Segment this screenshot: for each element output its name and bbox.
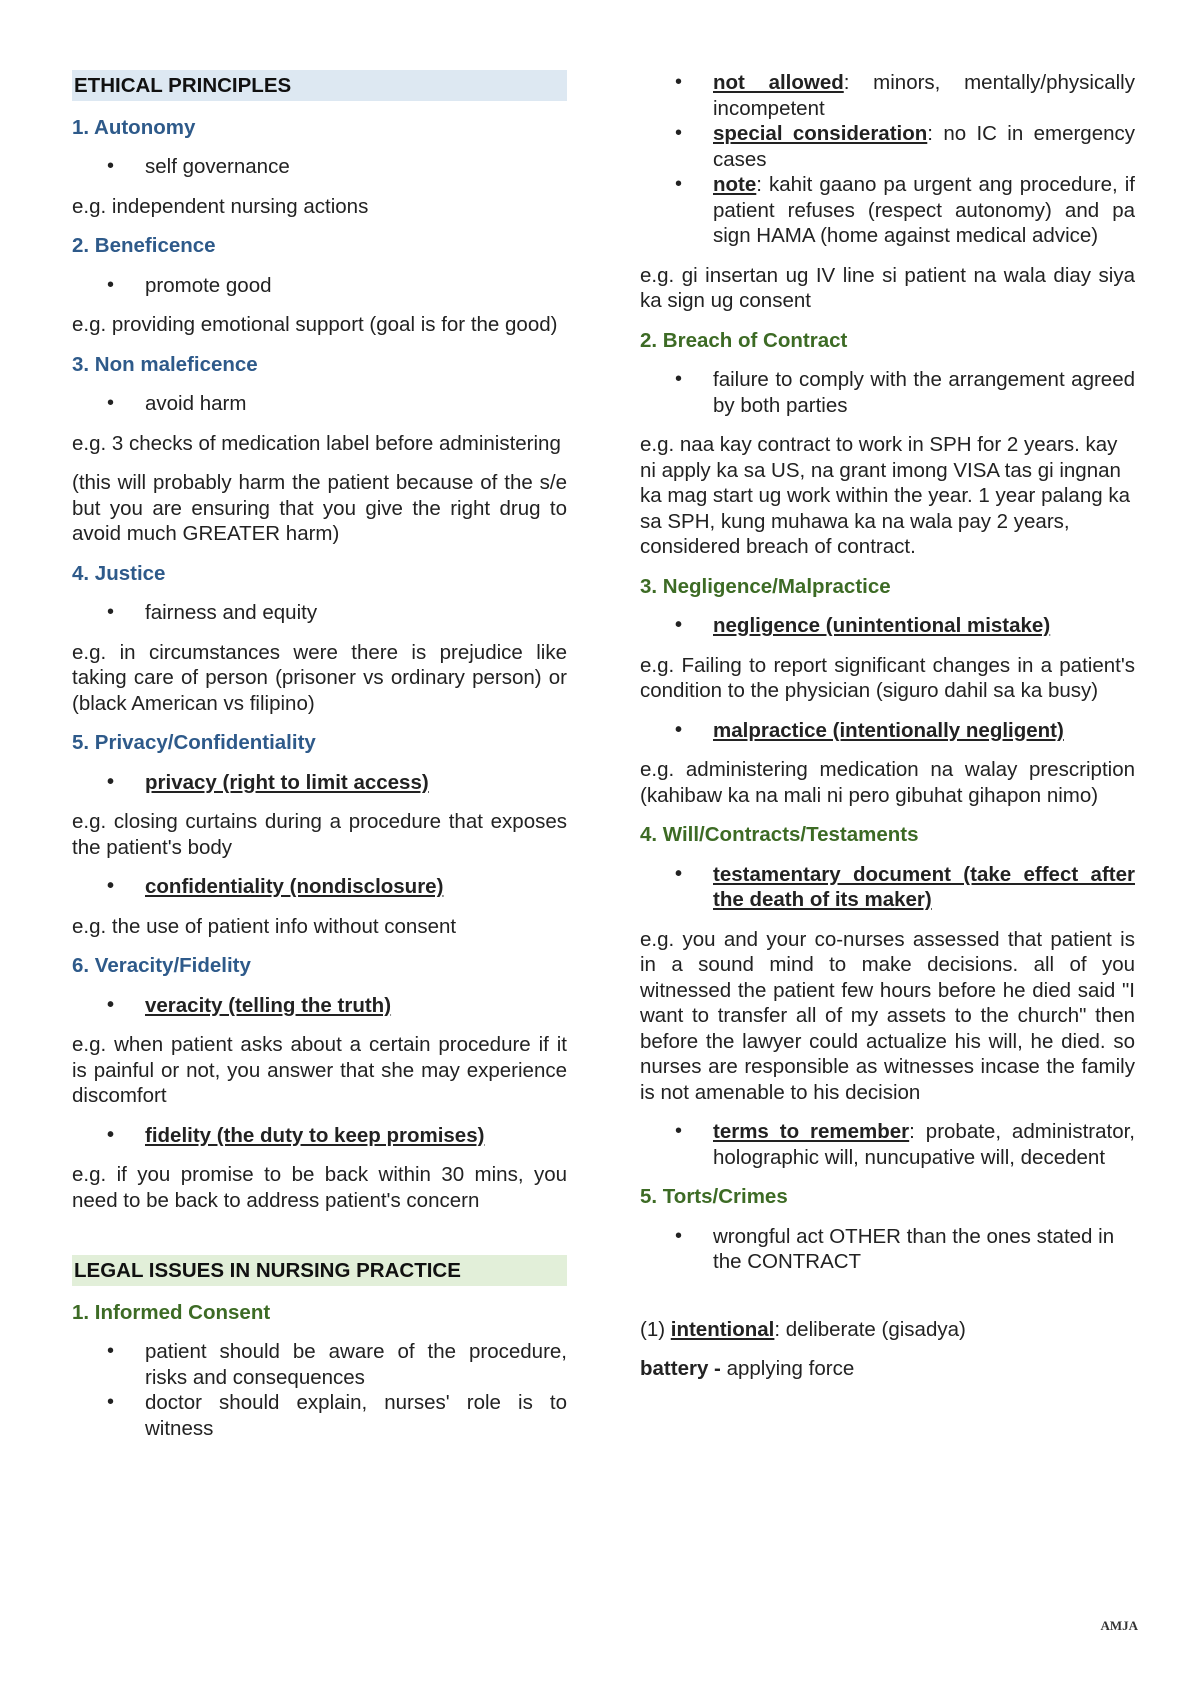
list-torts [640,1224,1135,1275]
list-malpractice [640,718,1135,744]
term-label: special consideration [713,122,928,145]
example-autonomy: e.g. independent nursing actions [72,194,369,218]
list-autonomy [72,154,567,180]
list-item [640,172,1135,249]
list-item: • fairness and equity [72,600,567,626]
section-title-ethical: ETHICAL PRINCIPLES [72,70,567,101]
list-item: • self governance [72,154,567,180]
battery-label: battery - [640,1357,721,1380]
list-item: • avoid harm [72,391,567,417]
list-item: • testamentary document (take effect after the death of its maker) [640,862,1135,913]
list-item: • negligence (unintentional mistake) [640,613,1135,639]
heading-justice: 4. Justice [72,561,166,585]
term-text: : minors, mentally/physically incompetent [713,71,1135,120]
example-consent: e.g. gi insertan ug IV line si patient na wala diay siya ka sign ug consent [640,263,1135,312]
example-veracity: e.g. when patient asks about a certain procedure if it is painful or not, you answer that she may experience discomfort [72,1033,567,1107]
example-confidentiality: e.g. the use of patient info without consent [72,914,457,938]
list-item: • wrongful act OTHER than the ones stated in the CONTRACT [640,1224,1135,1275]
heading-autonomy: 1. Autonomy [72,115,196,139]
list-item: • malpractice (intentionally negligent) [640,718,1135,744]
list-privacy [72,770,567,796]
list-fidelity [72,1123,567,1149]
section-title-legal: LEGAL ISSUES IN NURSING PRACTICE [72,1255,567,1286]
list-item: • patient should be aware of the procedure, risks and consequences [72,1339,567,1390]
right-column [640,70,1135,1396]
example-nonmaleficence: e.g. 3 checks of medication label before administering [72,431,561,455]
term-text: : no IC in emergency cases [713,122,1136,171]
list-item: • fidelity (the duty to keep promises) [72,1123,567,1149]
list-confidentiality [72,874,567,900]
list-veracity [72,993,567,1019]
heading-nonmaleficence: 3. Non maleficence [72,352,258,376]
example-privacy: e.g. closing curtains during a procedure that exposes the patient's body [72,810,567,859]
heading-consent: 1. Informed Consent [72,1300,271,1324]
footer-initials: AMJA [1100,1618,1138,1633]
list-beneficence [72,273,567,299]
example-fidelity: e.g. if you promise to be back within 30 mins, you need to be back to address patient's concern [72,1163,567,1212]
heading-negligence: 3. Negligence/Malpractice [640,574,891,598]
list-negligence [640,613,1135,639]
list-justice [72,600,567,626]
note-nonmaleficence: (this will probably harm the patient because of the s/e but you are ensuring that you give the right drug to avoid much GREATER harm) [72,471,567,545]
example-malpractice: e.g. administering medication na walay prescription (kahibaw ka na mali ni pero gibuhat gihapon nimo) [640,758,1135,807]
list-will [640,862,1135,913]
list-item: • promote good [72,273,567,299]
intentional-text: : deliberate (gisadya) [774,1317,966,1341]
spacer [640,1289,1135,1317]
list-item: • failure to comply with the arrangement agreed by both parties [640,367,1135,418]
term-text: : kahit gaano pa urgent ang procedure, if patient refuses (respect autonomy) and pa sign HAMA (home against medical advice) [713,173,1135,247]
term-label: note [713,173,757,196]
list-item: • veracity (telling the truth) [72,993,567,1019]
example-will: e.g. you and your co-nurses assessed that patient is in a sound mind to make decisions. all of you witnessed the patient few hours before he died said "I want to transfer all of my assets to the church" then before the lawyer could actualize his will, he died. so nurses are responsible as witnesses incase the family is not amenable to his decision [640,927,1135,1104]
spacer [72,1227,567,1255]
list-consent-continued [640,70,1135,249]
heading-beneficence: 2. Beneficence [72,234,216,257]
example-negligence: e.g. Failing to report significant changes in a patient's condition to the physician (siguro dahil sa ka busy) [640,653,1135,702]
term-text: : probate, administrator, holographic will, nuncupative will, decedent [713,1120,1135,1169]
example-justice: e.g. in circumstances were there is prejudice like taking care of person (prisoner vs ordinary person) or (black American vs filipino) [72,640,567,715]
heading-privacy: 5. Privacy/Confidentiality [72,731,316,754]
list-item [640,1119,1135,1170]
term-label: not allowed [713,71,844,94]
battery-line [640,1356,1135,1382]
heading-torts: 5. Torts/Crimes [640,1185,788,1208]
left-column [72,70,567,1455]
heading-breach: 2. Breach of Contract [640,328,848,352]
list-terms [640,1119,1135,1170]
example-breach: e.g. naa kay contract to work in SPH for 2 years. kay ni apply ka sa US, na grant imong VISA tas gi ingnan ka mag start ug work within the year. 1 year palang ka sa SPH, kung muhawa ka na wala pay 2 years, considered breach of contract. [640,433,1130,558]
intentional-label: intentional [670,1317,775,1341]
intentional-prefix: (1) [640,1317,671,1341]
term-label: terms to remember [713,1120,910,1143]
list-nonmaleficence [72,391,567,417]
list-item: • doctor should explain, nurses' role is to witness [72,1390,567,1441]
list-consent [72,1339,567,1441]
list-breach [640,367,1135,418]
list-item: • privacy (right to limit access) [72,770,567,796]
battery-text: applying force [720,1357,855,1380]
heading-veracity: 6. Veracity/Fidelity [72,954,251,977]
intentional-line [640,1317,1135,1343]
example-beneficence: e.g. providing emotional support (goal is for the good) [72,313,558,336]
list-item [640,121,1135,172]
list-item: • confidentiality (nondisclosure) [72,874,567,900]
heading-will: 4. Will/Contracts/Testaments [640,823,919,846]
list-item [640,70,1135,121]
